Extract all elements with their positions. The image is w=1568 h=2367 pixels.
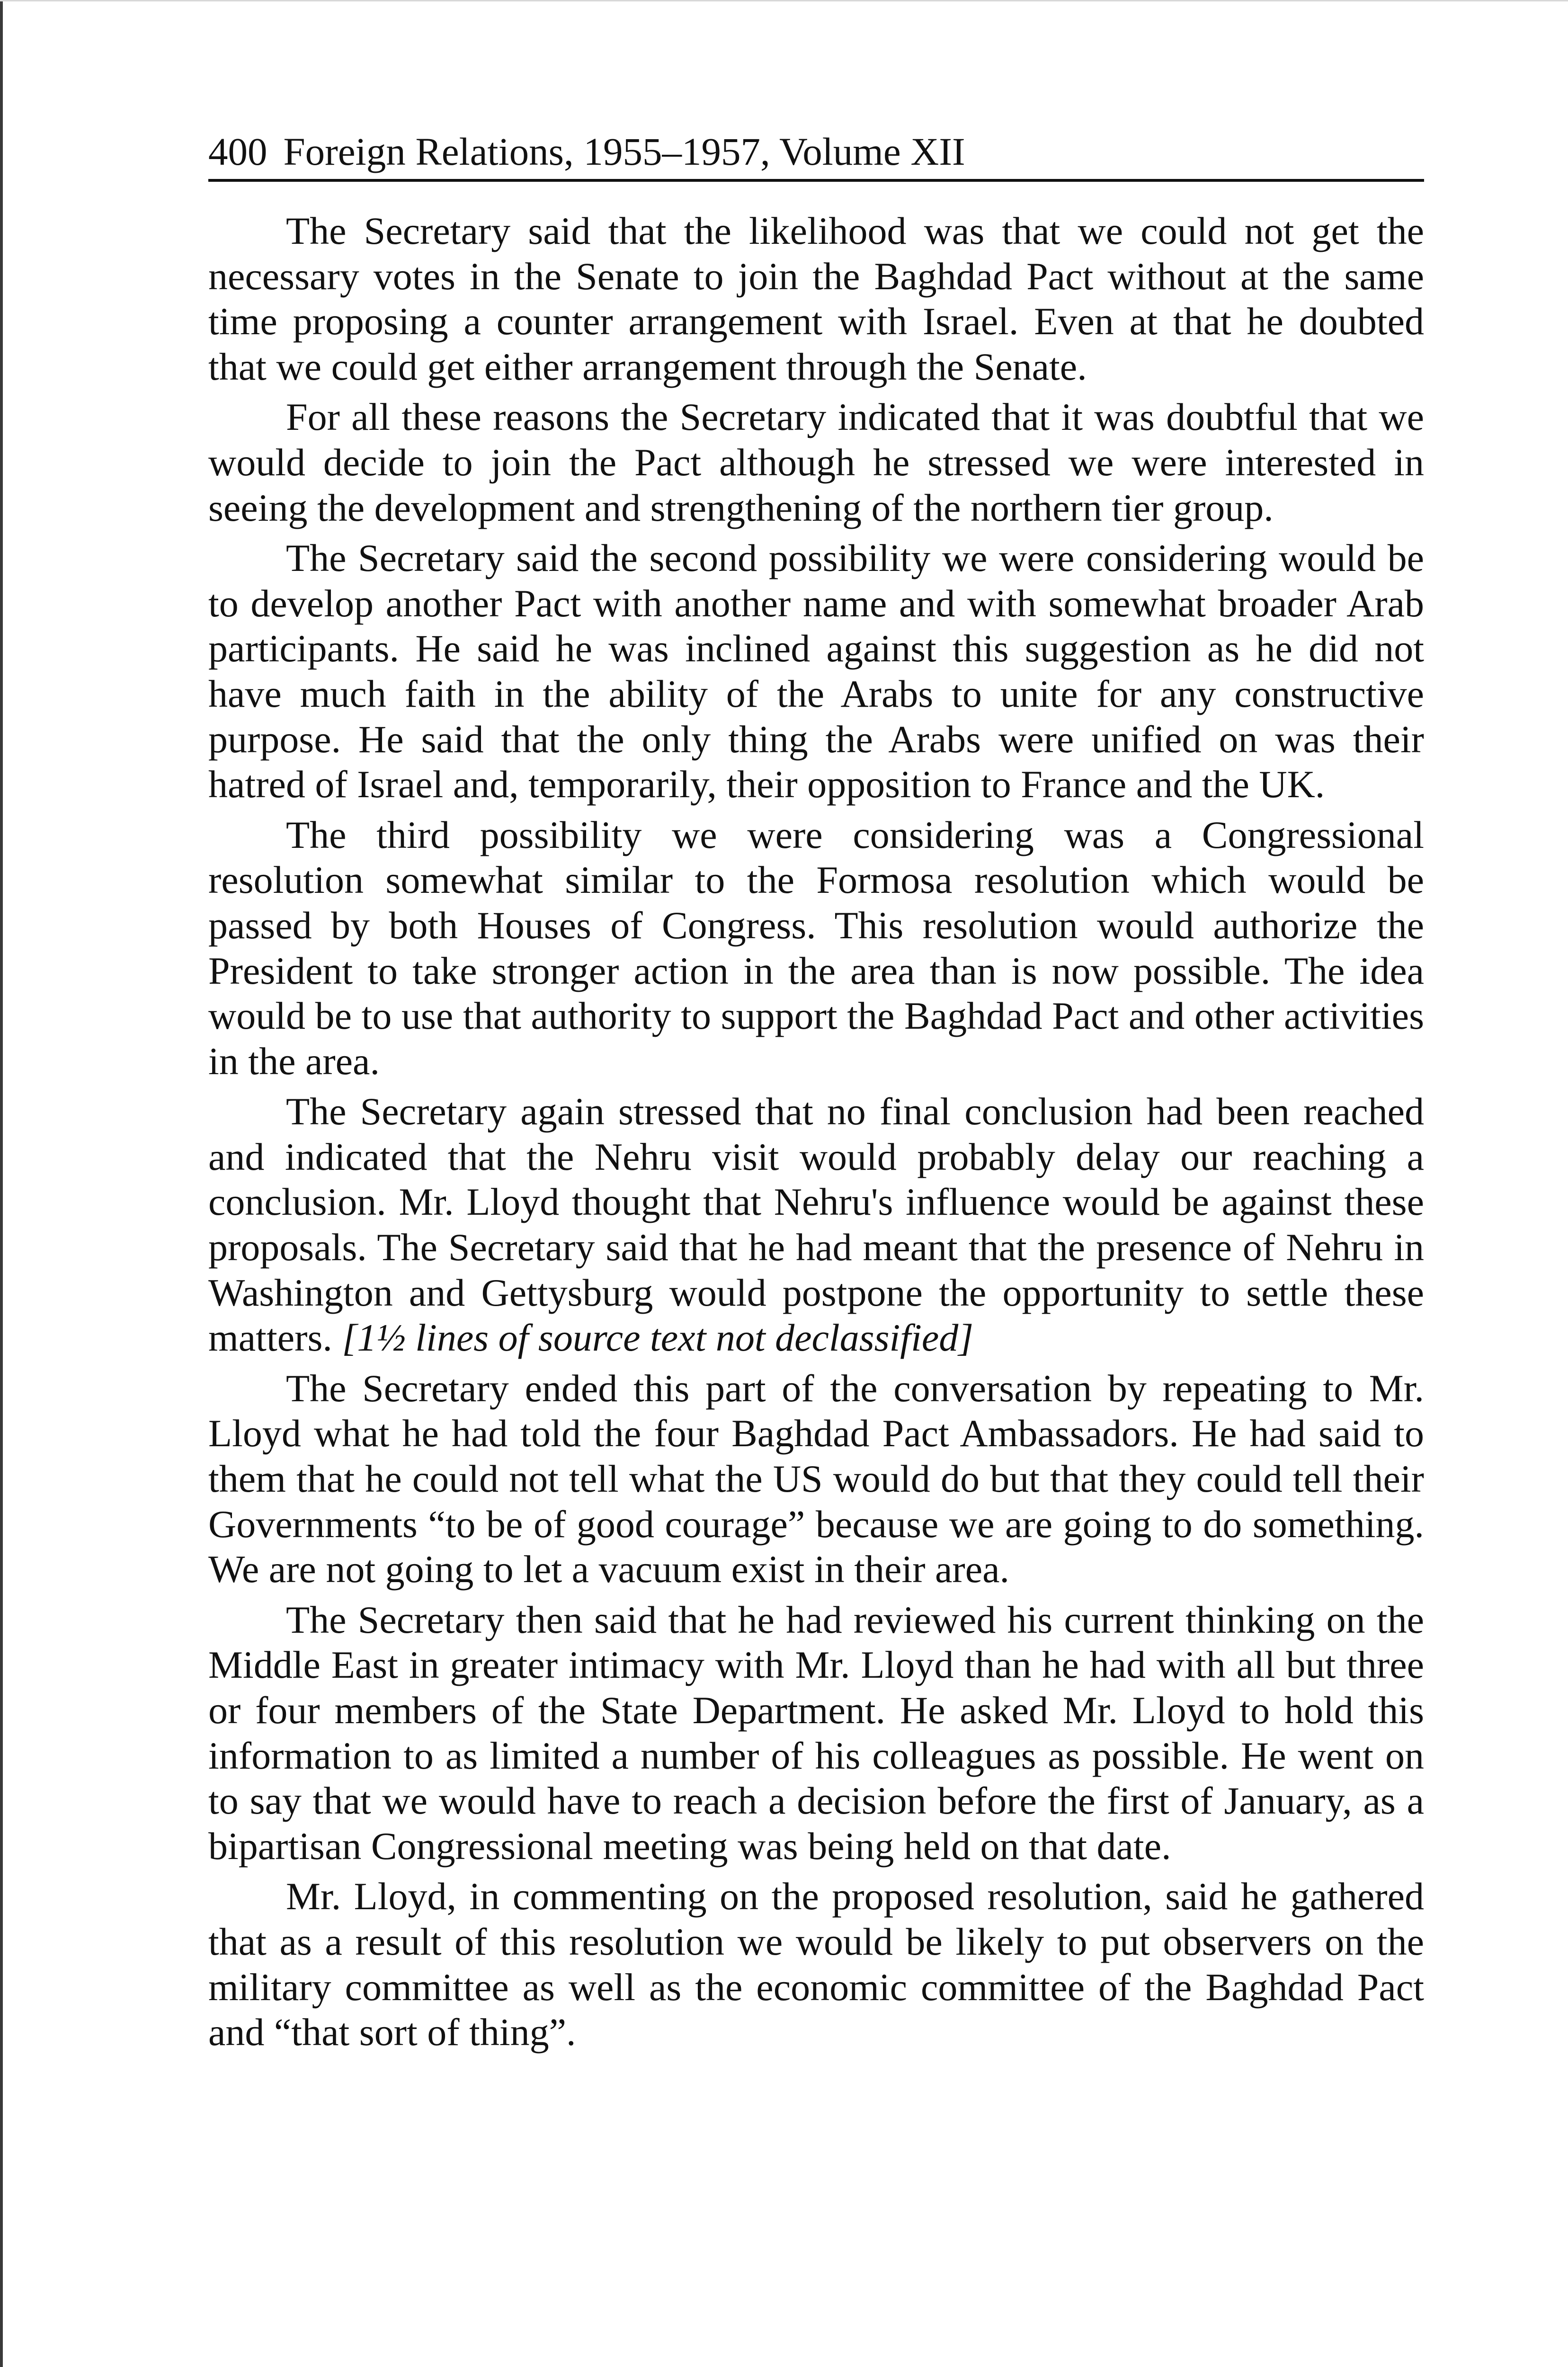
document-page: [208, 128, 1424, 2055]
paragraph: For all these reasons the Secretary indicated that it was doubtful that we would decide to join the Pact although he stressed we were interested in seeing the development and strengthening of the northern tier group.: [208, 395, 1424, 529]
series-title: Foreign Relations, 1955–1957, Volume XII: [283, 130, 965, 173]
paragraph-text: The Secretary again stressed that no final conclusion had been reached and indicated that the Nehru visit would probably delay our reaching a conclusion. Mr. Lloyd thought that Nehru's influence would be against these proposals. The Secretary said that he had meant that the presence of Nehru in Washington and Gettysburg would postpone the opportunity to settle these matters.: [208, 1090, 1424, 1360]
scan-edge-left: [0, 0, 3, 2367]
body-text: [208, 208, 1424, 2055]
running-head: [208, 128, 1424, 182]
paragraph: The Secretary then said that he had reviewed his current thinking on the Middle East in greater intimacy with Mr. Lloyd than he had with all but three or four members of the State Department. He asked Mr. Lloyd to hold this information to as limited a number of his colleagues as possible. He went on to say that we would have to reach a decision before the first of January, as a bipartisan Congressional meeting was being held on that date.: [208, 1598, 1424, 1868]
paragraph: The Secretary ended this part of the conversation by repeating to Mr. Lloyd what he had told the four Baghdad Pact Ambassadors. He had said to them that he could not tell what the US would do but that they could tell their Governments “to be of good courage” because we are going to do something. We are not going to let a vacuum exist in their area.: [208, 1366, 1424, 1591]
paragraph-with-note: [208, 1089, 1424, 1361]
scan-edge-top: [0, 0, 1568, 1]
declassification-note: [1½ lines of source text not declassified]: [342, 1316, 974, 1360]
page-number: 400: [208, 130, 267, 173]
paragraph: The third possibility we were considering was a Congressional resolution somewhat similar to the Formosa resolution which would be passed by both Houses of Congress. This resolution would authorize the President to take stronger action in the area than is now possible. The idea would be to use that authority to support the Baghdad Pact and other activities in the area.: [208, 813, 1424, 1083]
paragraph: Mr. Lloyd, in commenting on the proposed resolution, said he gathered that as a result of this resolution we would be likely to put observers on the military committee as well as the economic committee of the Baghdad Pact and “that sort of thing”.: [208, 1875, 1424, 2054]
paragraph: The Secretary said that the likelihood was that we could not get the necessary votes in the Senate to join the Baghdad Pact without at the same time proposing a counter arrangement with Israel. Even at that he doubted that we could get either arrangement through the Senate.: [208, 209, 1424, 388]
paragraph: The Secretary said the second possibility we were considering would be to develop another Pact with another name and with somewhat broader Arab participants. He said he was inclined against this suggestion as he did not have much faith in the ability of the Arabs to unite for any constructive purpose. He said that the only thing the Arabs were unified on was their hatred of Israel and, temporarily, their opposition to France and the UK.: [208, 536, 1424, 806]
